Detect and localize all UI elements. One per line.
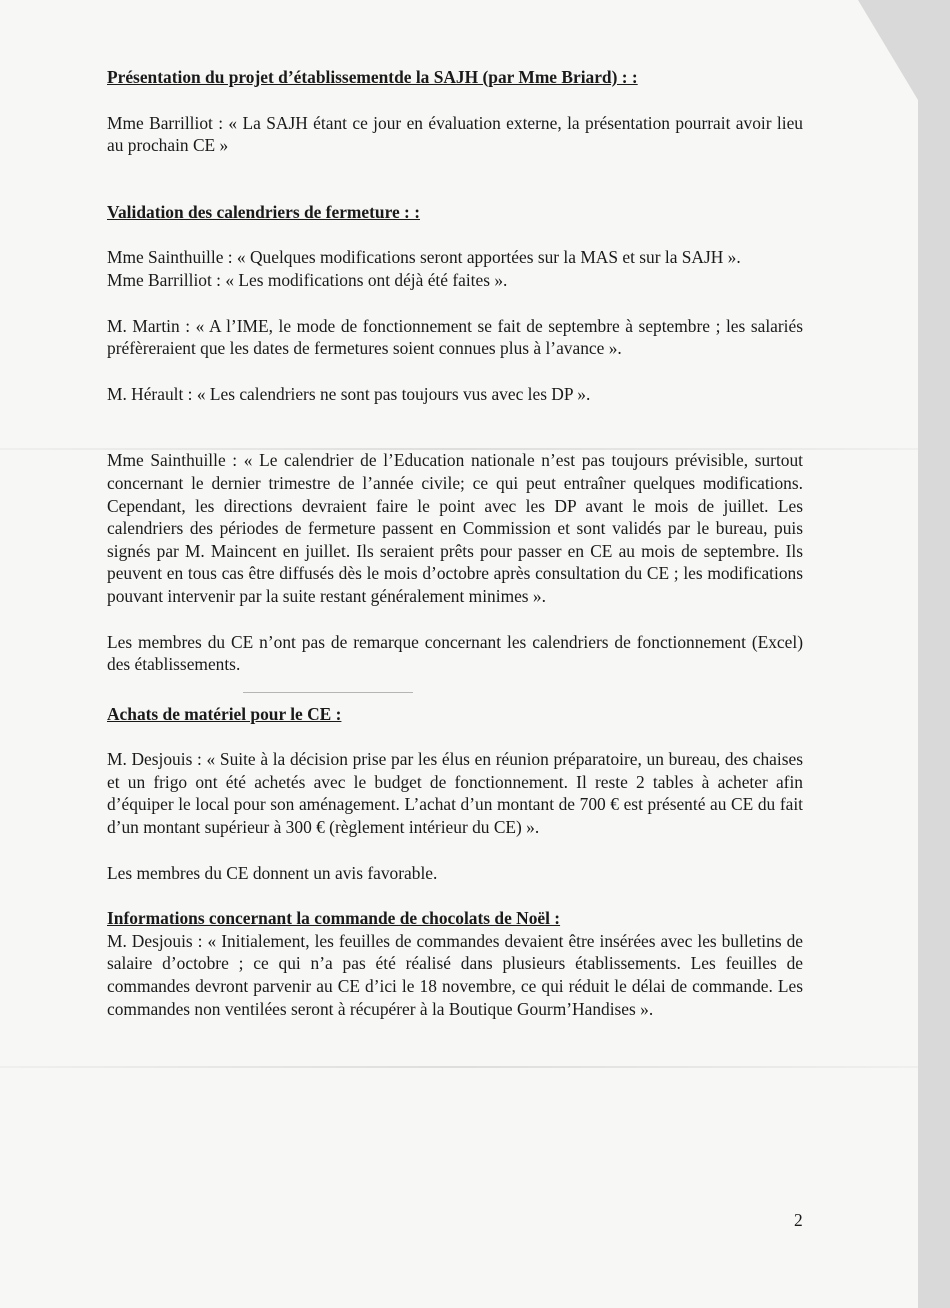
paragraph: M. Hérault : « Les calendriers ne sont pas toujours vus avec les DP ».	[107, 383, 591, 404]
paragraph: Mme Barrilliot : « La SAJH étant ce jour en évaluation externe, la présentation pourrait avoir lieu au prochain CE »	[107, 112, 803, 156]
document-body	[107, 66, 803, 1020]
section-heading-calendriers: Validation des calendriers de fermeture : :	[107, 201, 420, 222]
section-heading-chocolats: Informations concernant la commande de chocolats de Noël :	[107, 908, 561, 929]
paper-fold-line	[0, 1066, 918, 1068]
paragraph: M. Desjouis : « Suite à la décision prise par les élus en réunion préparatoire, un bureau, des chaises et un frigo ont été achetés avec le budget de fonctionnement. Il reste 2 tables à acheter afin d’équiper le local pour son aménagement. L’achat d’un montant de 700 € est présenté au CE du fait d’un montant supérieur à 300 € (règlement intérieur du CE) ».	[107, 749, 803, 838]
section-heading-achats: Achats de matériel pour le CE :	[107, 703, 342, 724]
paragraph: Mme Sainthuille : « Quelques modifications seront apportées sur la MAS et sur la SAJH ».	[107, 247, 741, 268]
page-number: 2	[794, 1210, 803, 1230]
paragraph: Les membres du CE donnent un avis favorable.	[107, 862, 438, 883]
paragraph: M. Desjouis : « Initialement, les feuilles de commandes devaient être insérées avec les bulletins de salaire d’octobre ; ce qui n’a pas été réalisé dans plusieurs établissements. Les feuilles de commandes devront parvenir au CE d’ici le 18 novembre, ce qui réduit le délai de commande. Les commandes non ventilées seront à récupérer à la Boutique Gourm’Handises ».	[107, 930, 803, 1019]
paragraph: Les membres du CE n’ont pas de remarque concernant les calendriers de fonctionnement (Excel) des établissements.	[107, 631, 803, 675]
paragraph: Mme Sainthuille : « Le calendrier de l’Education nationale n’est pas toujours prévisible, surtout concernant le dernier trimestre de l’année civile; ce qui peut entraîner quelques modifications. Cependant, les directions devraient faire le point avec les DP avant le mois de juillet. Les calendriers des périodes de fermeture passent en Commission et sont validés par le bureau, puis signés par M. Maincent en juillet. Ils seraient prêts pour passer en CE au mois de septembre. Ils peuvent en tous cas être diffusés dès le mois d’octobre après consultation du CE ; les modifications pouvant intervenir par la suite restant généralement minimes ».	[107, 450, 803, 606]
section-separator	[243, 692, 413, 693]
paragraph: M. Martin : « A l’IME, le mode de fonctionnement se fait de septembre à septembre ; les salariés préfèreraient que les dates de fermetures soient connues plus à l’avance ».	[107, 315, 803, 359]
paragraph: Mme Barrilliot : « Les modifications ont déjà été faites ».	[107, 269, 508, 290]
section-heading-sajh: Présentation du projet d’établissementde la SAJH (par Mme Briard) : :	[107, 67, 638, 87]
